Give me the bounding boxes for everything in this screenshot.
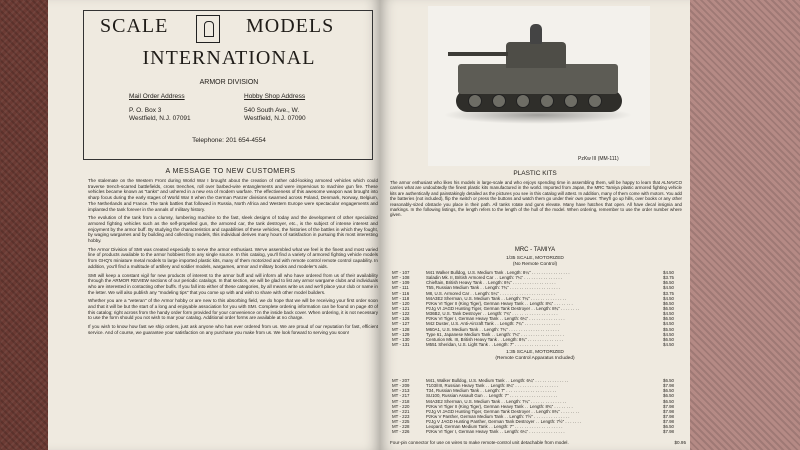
commander-figure (530, 24, 542, 44)
brand-heading: MRC - TAMIYA (514, 247, 556, 253)
road-wheel (516, 94, 530, 108)
item-name: T34, Russian Medium Tank . . Length: 7" . . . . . . . . . . . . . . . . . . . . . (426, 388, 557, 394)
title-word-scale: SCALE (100, 15, 169, 37)
road-wheel (540, 94, 554, 108)
item-price: $6.50 (663, 336, 674, 342)
paragraph: If you wish to know how fast we ship orders, just ask anyone who has ever ordered from us. We are proud of our reputation for fast, efficient service. And of course, we guarantee your satisfaction on any purchase you make from us. We look forward to serving you soon! (88, 324, 378, 335)
item-code: MT - 120 (392, 300, 410, 306)
item-price: $6.50 (663, 393, 674, 399)
item-code: MT - 207 (392, 378, 410, 383)
item-code: MT - 109 (392, 280, 410, 286)
left-page (48, 0, 380, 450)
item-code: MT - 121 (392, 305, 410, 311)
right-fabric-background (690, 0, 800, 450)
item-price: $3.75 (663, 275, 674, 281)
item-name: Chieftain, British Heavy Tank . . Length: 8¾" . . . . . . . . . . . . . . . . . . (426, 280, 556, 286)
item-code: MT - 129 (392, 331, 410, 337)
item-price: $5.50 (663, 326, 674, 332)
item-price: $6.50 (663, 316, 674, 322)
footer-note (390, 440, 686, 445)
road-wheel (492, 94, 506, 108)
item-name: PzKw VI Tiger II (King Tiger), German Heavy Tank . . Length: 8¾" . . . . . . . . (426, 403, 573, 409)
section-title: PLASTIC KITS (513, 170, 557, 177)
item-price: $6.50 (663, 424, 674, 430)
section-1-list (392, 270, 674, 347)
item-code: MT - 116 (392, 290, 410, 296)
hobby-shop-label: Hobby Shop Address (244, 93, 306, 100)
section-2-list (392, 378, 674, 435)
shop-line-1: 540 South Ave., W. (244, 107, 300, 114)
item-name: PzJg VI JAGD Hunting Tiger, German Tank Destroyer . . Length: 8¾" . . . . . . . . (426, 408, 580, 414)
paragraph: SMI will keep a constant vigil for new products of interest to the armor buff and will inform all who have ordered from us of their availability through the ARMOR REVIEW sections of our periodic catalogs. In that section, we will be glad to list any armor wargame clubs and individuals who are interested in contacting other buffs. If you fall into either of these categories, by all means write us and we'll place your club or name in the letter. We will also publish any "modeling tips" that you come up with and wish to share with other model builders. (88, 272, 378, 295)
item-code: MT - 130 (392, 336, 410, 342)
item-price: $3.75 (663, 290, 674, 296)
item-code: MT - 213 (392, 388, 410, 394)
item-name: Saladin Mk. II, British Armored Car . . Length: 7¼" . . . . . . . . . . . . . . . . (426, 275, 563, 281)
item-name: PzKw VI Tiger I, German Heavy Tank . . Length: 6¼" . . . . . . . . . . . . . . . (426, 316, 565, 322)
paragraph: The evolution of the tank from a clumsy, lumbering machine to the fast, sleek designs of today and the development of other specialized armored fighting vehicles such as the self-propelled gun, the armored car, the tank destroyer, etc., is the subject of intense interest and enjoyment by the armor buff. By studying the characteristics and capabilities of these vehicles, the histories of the battles in which they fought, by waging wargames and by building and collecting models, this individual derives many hours of satisfaction in pursuing this most interesting hobby. (88, 215, 378, 244)
section-1-subtitle: (No Remote Control) (512, 262, 558, 267)
item-code: MT - 111 (392, 285, 409, 291)
section-2-subtitle: (Remote Control Apparatus Included) (495, 356, 575, 361)
item-code: MT - 118 (392, 295, 410, 301)
item-name: M4A3E2 Sherman, U.S. Medium Tank . . Length: 7¼" . . . . . . . . . . . . . . . (426, 398, 567, 404)
item-code: MT - 226 (392, 429, 410, 435)
footer-text: Four-pin connector for use on wires to make remote-control unit detachable from model. (390, 440, 569, 445)
intro-text: The armor enthusiast who likes his models in large-scale and who enjoys spending time in assembling them, will be happy to learn that ALNAVCO carries what are undoubtedly the finest plastic kits manufactured in the world. Imported from Japan, the MRC Tamiya plastic armored fighting vehicle kits are authentically and painstakingly detailed as the pictures you see in this catalog will attest. In addition, many of them come with motors. You add the batteries (not included), flip the switch or press the buttons and watch them go under their own power. They'll go up hills, over books or any other reasonably-sized obstacle you place in their path. All tanks rotate and guns elevate. Many have hatches that open. All have decal insignia and markings. In the following listings, the length refers to the length of the hull of the model. When ordering, remember to use the order number where given. (390, 180, 682, 218)
section-2-title: 1:35 SCALE, MOTORIZED (506, 350, 564, 355)
item-name: PzKw VI Tiger I, German Heavy Tank . . Length: 6¼" . . . . . . . . . . . . . . . (426, 429, 565, 435)
message-body (88, 178, 378, 339)
item-code: MT - 107 (392, 270, 410, 275)
item-name: Leopard, German Medium Tank . . Length: 7" . . . . . . . . . . . . . . . . . . . . (426, 424, 563, 430)
item-name: PzKw VI Tiger II (King Tiger), German Heavy Tank . . Length: 8¾" . . . . . . . . (426, 300, 573, 306)
division-label: ARMOR DIVISION (199, 79, 259, 86)
item-name: T55, Russian Medium Tank . . Length: 7¾" . . . . . . . . . . . . . . . . . . . . . (426, 285, 560, 291)
item-name: Type 61, Japanese Medium Tank . . Length: 7¼" . . . . . . . . . . . . . . . . . . (426, 331, 564, 337)
letterhead (83, 10, 373, 160)
item-price: $6.50 (663, 378, 674, 383)
message-heading: A MESSAGE TO NEW CUSTOMERS (165, 168, 296, 175)
tank-photo (428, 6, 650, 166)
tank-turret (506, 42, 566, 68)
item-name: PzKw V Panther, German Medium Tank . . Length: 7½" . . . . . . . . . . . . . . . (426, 413, 570, 419)
photo-caption: PzKw III (MM-111) (578, 156, 619, 162)
item-price: $6.50 (663, 300, 674, 306)
item-name: M36B2, U.S. Tank Destroyer . . Length: 7¾" . . . . . . . . . . . . . . . . . . . (426, 311, 558, 317)
item-name: M41 Walker Bulldog, U.S. Medium Tank . Length: 8¼" . . . . . . . . . . . . . . . . (426, 270, 570, 275)
section-1-title: 1/35 SCALE, MOTORIZED (506, 256, 564, 261)
telephone: Telephone: 201 654-4554 (192, 137, 266, 144)
item-price: $6.50 (663, 388, 674, 394)
item-price: $7.98 (663, 383, 674, 389)
section-1-heading (380, 256, 690, 268)
mail-order-address (129, 93, 191, 123)
road-wheel (588, 94, 602, 108)
paragraph: Whether you are a "veteran" of the Armor hobby or are new to this absorbing field, we do hope that we will be receiving your first order soon and that it will be but the start of a long and enjoyable association for you with SMI. Complete ordering information can be found on page 40 of this catalog; right across from the handy order form provided for your convenience on the inside back cover. When ordering, it is not necessary to use the form should you not wish to mar your catalog. Additional order forms are available at no charge. (88, 298, 378, 321)
item-price: $4.50 (663, 321, 674, 327)
item-price: $6.50 (663, 398, 674, 404)
item-code: MT - 218 (392, 398, 410, 404)
mail-line-1: P. O. Box 3 (129, 107, 162, 114)
item-price: $4.50 (663, 270, 674, 275)
item-price: $6.50 (663, 305, 674, 311)
item-name: M8, U.S. Armored Car . . Length: 5¼" . . . . . . . . . . . . . . . . . . . . . . . (426, 290, 555, 296)
footer-price: $0.95 (674, 440, 686, 445)
item-price: $7.98 (663, 419, 674, 425)
item-price: $7.98 (663, 408, 674, 414)
title-international: INTERNATIONAL (142, 47, 316, 69)
item-name: M551 Sheridan, U.S. Light Tank . . Length: 7" . . . . . . . . . . . . . . . . . . (426, 341, 558, 347)
item-code: MT - 209 (392, 383, 410, 389)
item-code: MT - 108 (392, 275, 410, 281)
tank-gun (448, 52, 508, 56)
item-name: T103/IIII, Russian Heavy Tank . . Length: 8¼" . . . . . . . . . . . . . . . . . . (426, 383, 559, 389)
list-item (392, 429, 674, 434)
item-price: $4.50 (663, 285, 674, 291)
item-price: $4.50 (663, 331, 674, 337)
item-name: M4A3E2 Sherman, U.S. Medium Tank . . Length: 7¼" . . . . . . . . . . . . . . . (426, 295, 567, 301)
item-code: MT - 220 (392, 403, 410, 409)
item-code: MT - 127 (392, 321, 410, 327)
item-name: M42 Duster, U.S. Anti-Aircraft Tank . . Length: 7¾" . . . . . . . . . . . . . . . (426, 321, 560, 327)
item-name: SU100, Russian Assault Gun . . Length: 7" . . . . . . . . . . . . . . . . . . . . (426, 393, 558, 399)
item-code: MT - 228 (392, 424, 410, 430)
item-name: Centurion Mk. III, British Heavy Tank . . Length: 8¾" . . . . . . . . . . . . . . . (426, 336, 564, 342)
title-word-models: MODELS (246, 15, 335, 37)
item-price: $6.50 (663, 280, 674, 286)
item-code: MT - 122 (392, 311, 410, 317)
item-code: MT - 126 (392, 316, 410, 322)
item-price: $4.50 (663, 311, 674, 317)
item-code: MT - 128 (392, 326, 410, 332)
item-price: $7.98 (663, 429, 674, 435)
item-name: M41, Walker Bulldog, U.S. Medium Tank . . Length: 6¼" . . . . . . . . . . . . . . (426, 378, 569, 383)
list-item (392, 342, 674, 347)
item-price: $4.50 (663, 341, 674, 347)
section-2-heading (380, 350, 690, 362)
item-code: MT - 223 (392, 413, 410, 419)
item-name: PzJg V JAGD Hunting Panther, German Tank Destroyer . . Length: 7½" . . . . . . . (426, 419, 582, 425)
crest-logo-icon (196, 15, 220, 43)
item-price: $7.98 (663, 413, 674, 419)
item-name: M60A1, U.S. Medium Tank . . Length: 7¾" . . . . . . . . . . . . . . . . . . . . . (426, 326, 560, 332)
hobby-shop-address (244, 93, 306, 123)
paragraph: The Armor Division of SMI was created especially to serve the armor enthusiast. We've assembled what we feel is the finest and most varied line of products available to the armor hobbiest from any single source. In this catalog, you'll find a variety of armored fighting vehicle models from GHQ's miniature metal models to large imported plastic kits, many of them motorized and with remote control remote control capability. In addition, you'll find a multitude of artillery and soldier models, wargames, armor and military books and modeler's aids. (88, 246, 378, 269)
item-code: MT - 131 (392, 341, 410, 347)
mail-order-label: Mail Order Address (129, 93, 185, 100)
road-wheel (564, 94, 578, 108)
item-code: MT - 225 (392, 419, 410, 425)
mail-line-2: Westfield, N.J. 07091 (129, 115, 191, 122)
shop-line-2: Westfield, N.J. 07090 (244, 115, 306, 122)
item-code: MT - 217 (392, 393, 410, 399)
tank-hull (458, 64, 618, 94)
paragraph: The stalemate on the Western Front during World War I brought about the creation of rather odd-looking armored vehicles which could traverse trench-scarred battlefields, cross trenches, roll over barbed-wire entanglements and were impervious to machine gun fire. These vehicles became known as "tanks" and ushered in a new era of modern warfare. The effectiveness of this awesome weapon was brought into sharp focus during the early stages of World War II when the German Panzer divisions swarmed across Poland, Denmark, Norway, Belgium, The Netherlands and France. The tank battles that followed in Russia, North Africa and Western Europe were spectacular engagements and implanted the tank forever in the annals of military history. (88, 178, 378, 212)
item-price: $7.98 (663, 403, 674, 409)
road-wheel (468, 94, 482, 108)
right-page (380, 0, 690, 450)
item-name: PzJg VI JAGD Hunting Tiger, German Tank Destroyer . . Length: 8¾" . . . . . . . . (426, 305, 580, 311)
item-price: $4.50 (663, 295, 674, 301)
item-code: MT - 221 (392, 408, 410, 414)
